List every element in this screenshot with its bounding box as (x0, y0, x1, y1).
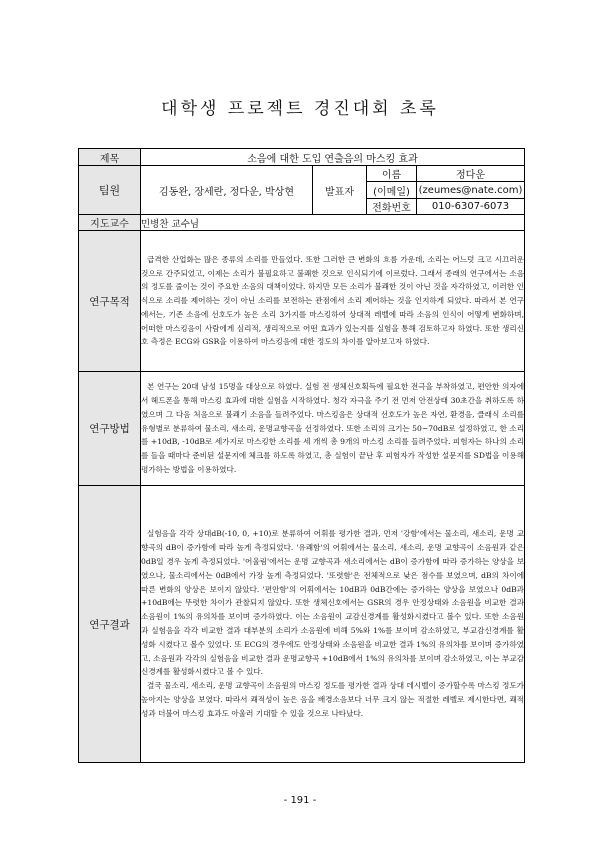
title-label: 제목 (79, 149, 141, 166)
email-label: (이메일) (367, 182, 417, 199)
result-paragraph-2: 결국 물소리, 새소리, 운명 교향곡이 소음원의 마스킹 정도를 평가한 결과 상대 데시벨이 증가할수록 마스킹 정도가 높아지는 양상을 보였다. 따라서 쾌적성이 높은 음을 배경소음보다 너무 크지 않는 적절한 레벨로 제시한다면, 쾌적성과 더불어 마스킹 효과도 아울러 기대할 수 있을 것으로 나타났다. (141, 681, 525, 718)
result-text (141, 486, 525, 763)
presenter-label: 발표자 (313, 166, 367, 215)
name-value: 정다운 (417, 166, 525, 182)
purpose-text (141, 231, 525, 372)
email-value: (zeumes@nate.com) (417, 182, 525, 199)
advisor-value: 민병찬 교수님 (141, 215, 525, 231)
team-members: 김동완, 장세란, 정다운, 박상현 (141, 166, 313, 215)
name-label: 이름 (367, 166, 417, 182)
purpose-label: 연구목적 (79, 231, 141, 372)
result-label: 연구결과 (79, 486, 141, 763)
method-text (141, 372, 525, 486)
team-label: 팀원 (79, 166, 141, 215)
purpose-paragraph: 급격한 산업화는 많은 종류의 소리를 만들었다. 또한 그러한 큰 변화의 흐름 가운데, 소리는 어느덧 크고 시끄러운 것으로 간주되었고, 이제는 소리가 불필요하고 불쾌한 것으로 인식되기에 이르렀다. 그래서 종래의 연구에서는 소음의 정도를 줄이는 것이 주요한 소음의 대책이었다. 하지만 모든 소리가 불쾌한 것이 아닌 것을 자각하였고, 이러한 인식으로 소리를 제어하는 것이 아닌 소리를 보전하는 관점에서 소리 제어하는 것을 인지하게 되었다. 따라서 본 연구에서는, 기존 소음에 선호도가 높은 소리 3가지를 마스킹하여 상대적 레벨에 따라 소음의 인식이 어떻게 변화하며, 어떠한 마스킹음이 사람에게 심리적, 생리적으로 어떤 효과가 있는지를 실험을 통해 검토하고자 하였다. 또한 생리신호 측정은 ECG와 GSR을 이용하여 마스킹음에 대한 정도의 차이를 알아보고자 하였다. (141, 254, 525, 347)
page-number: - 191 - (283, 795, 317, 806)
result-paragraph-1: 실험음을 각각 상대dB(-10, 0, +10)로 분류하여 어휘를 평가한 결과, 먼저 '강함'에서는 물소리, 새소리, 운명 교향곡의 dB이 증가함에 따라 높게 측정되었다. '유쾌함'의 어휘에서는 물소리, 새소리, 운명 교향곡이 소음원과 같은 0dB일 경우 높게 측정되었다. '어울림'에서는 운명 교향곡과 새소리에서는 dB이 증가함에 따라 증가하는 양상을 보였으나, 물소리에서는 0dB에서 가장 높게 측정되었다. '또렷함'은 전체적으로 낮은 점수를 보였으며, dB의 차이에 따른 변화의 양상은 보이지 않았다. '편안함'의 어휘에서는 10dB과 0dB간에는 증가하는 양상을 보였으나 0dB과 +10dB에는 뚜렷한 차이가 관찰되지 않았다. 또한 생체신호에서는 GSR의 경우 안정상태와 소음원을 비교한 결과 소음원이 1%의 유의차를 보이며 증가하였다. 이는 소음원이 교감신경계를 활성화시켰다고 볼수 있다. 또한 소음원과 실험음을 각각 비교한 결과 대부분의 소리가 소음원에 비해 5%와 1%를 보이며 감소하였고, 부교감신경계를 활성화 시켰다고 볼수 있었다. 또 ECG의 경우에도 안정상태와 소음원을 비교한 결과 1%의 유의차를 보이며 증가하였고, 소음원과 각각의 실험음을 비교한 결과 운명교향곡 +10dB에서 1%의 유의차를 보이며 감소하였고, 이는 부교감신경계를 활성화시켰다고 볼 수 있다. (141, 529, 525, 677)
page-title: 대학생 프로젝트 경진대회 초록 (161, 99, 439, 119)
method-label: 연구방법 (79, 372, 141, 486)
method-paragraph: 본 연구는 20대 남성 15명을 대상으로 하였다. 실험 전 생체신호획득에 필요한 전극을 부착하였고, 편안한 의자에서 헤드폰을 통해 마스킹 효과에 대한 실험을 시작하였다. 청각 자극을 주기 전 먼저 안전상태 30초간을 취하도록 하였으며 그 다음 처음으로 불쾌기 소음을 들려주었다. 마스킹음은 상대적 선호도가 높은 자연, 환경음, 클래식 소리를 유형별로 분류하여 물소리, 새소리, 운명교향곡을 선정하였다. 또한 소리의 크기는 50~70dB로 설정하였고, 한 소리를 +10dB, -10dB로 세가지로 마스킹한 소리를 세 개씩 총 9개의 마스킹 소리를 들려주었다. 피험자는 하나의 소리를 들을 때마다 준비된 설문지에 체크를 하도록 하였고, 총 실험이 끝난 후 피험자가 작성한 설문지를 SD법을 이용해 평가하는 방법을 이용하였다. (141, 382, 525, 474)
title-value: 소음에 대한 도입 연출음의 마스킹 효과 (141, 149, 525, 166)
abstract-table (78, 148, 525, 763)
phone-label: 전화번호 (367, 199, 417, 215)
advisor-label: 지도교수 (79, 215, 141, 231)
phone-value: 010-6307-6073 (417, 199, 525, 215)
